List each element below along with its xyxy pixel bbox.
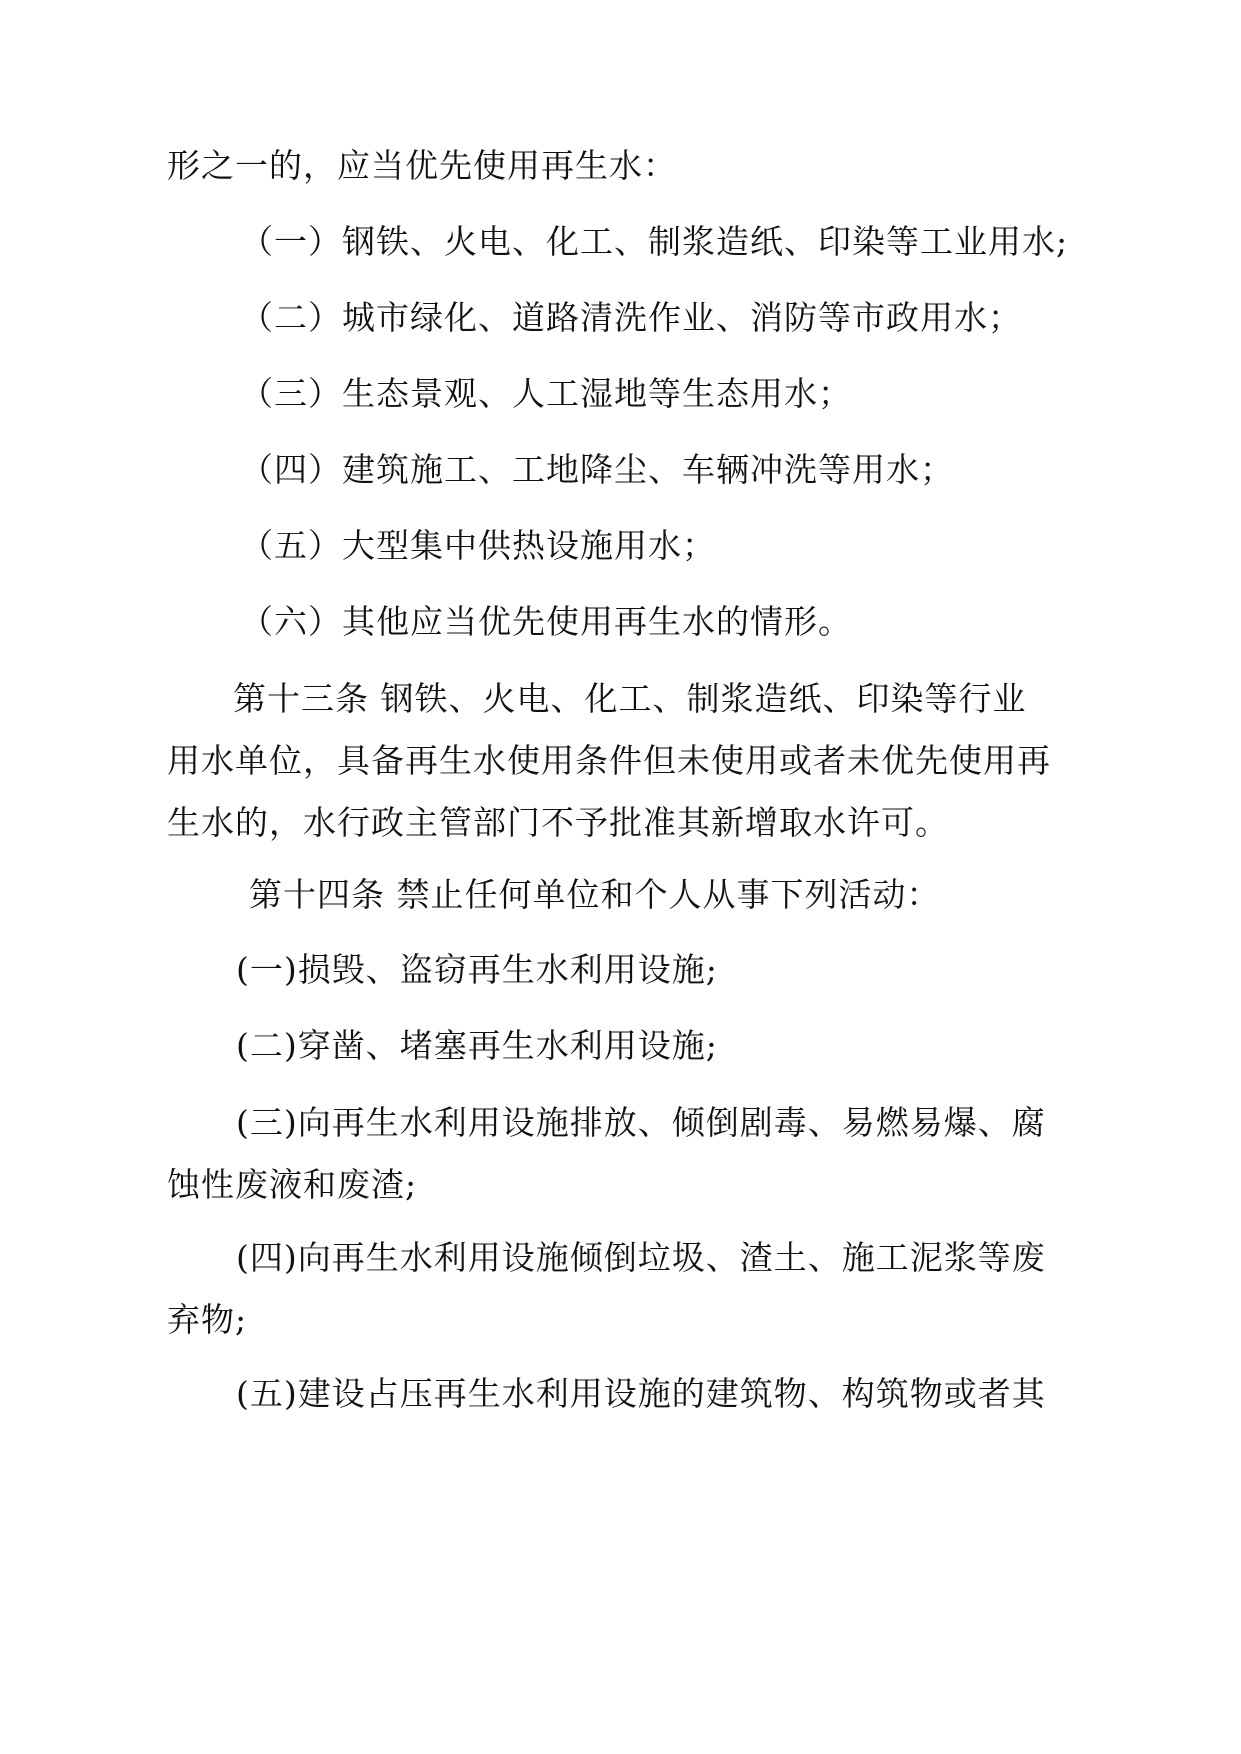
list-item-4: （四）建筑施工、工地降尘、车辆冲洗等用水； xyxy=(240,450,954,489)
list-item-1: （一）钢铁、火电、化工、制浆造纸、印染等工业用水; xyxy=(240,222,1069,261)
list-item-6: （六）其他应当优先使用再生水的情形。 xyxy=(240,602,852,641)
list-item-5: （五）大型集中供热设施用水； xyxy=(240,526,716,565)
prohibited-item-4-line-2: 弃物; xyxy=(167,1300,248,1339)
list-item-3: （三）生态景观、人工湿地等生态用水； xyxy=(240,374,852,413)
list-item-2: （二）城市绿化、道路清洗作业、消防等市政用水； xyxy=(240,298,1022,337)
prohibited-item-1: (一)损毁、盗窃再生水利用设施; xyxy=(236,950,718,989)
prohibited-item-4-line-1: (四)向再生水利用设施倾倒垃圾、渣土、施工泥浆等废 xyxy=(236,1238,1046,1277)
prohibited-item-3-line-1: (三)向再生水利用设施排放、倾倒剧毒、易燃易爆、腐 xyxy=(236,1103,1046,1142)
prohibited-item-2: (二)穿凿、堵塞再生水利用设施; xyxy=(236,1026,718,1065)
prohibited-item-3-line-2: 蚀性废液和废渣; xyxy=(167,1165,418,1204)
article-13-line-3: 生水的，水行政主管部门不予批准其新增取水许可。 xyxy=(167,803,949,842)
article-13-line-1: 第十三条 钢铁、火电、化工、制浆造纸、印染等行业 xyxy=(233,679,1027,718)
article-14-heading: 第十四条 禁止任何单位和个人从事下列活动： xyxy=(249,875,941,914)
prohibited-item-5-line-1: (五)建设占压再生水利用设施的建筑物、构筑物或者其 xyxy=(236,1374,1046,1413)
article-13-line-2: 用水单位，具备再生水使用条件但未使用或者未优先使用再 xyxy=(167,741,1051,780)
text-line-1: 形之一的，应当优先使用再生水： xyxy=(167,146,677,185)
